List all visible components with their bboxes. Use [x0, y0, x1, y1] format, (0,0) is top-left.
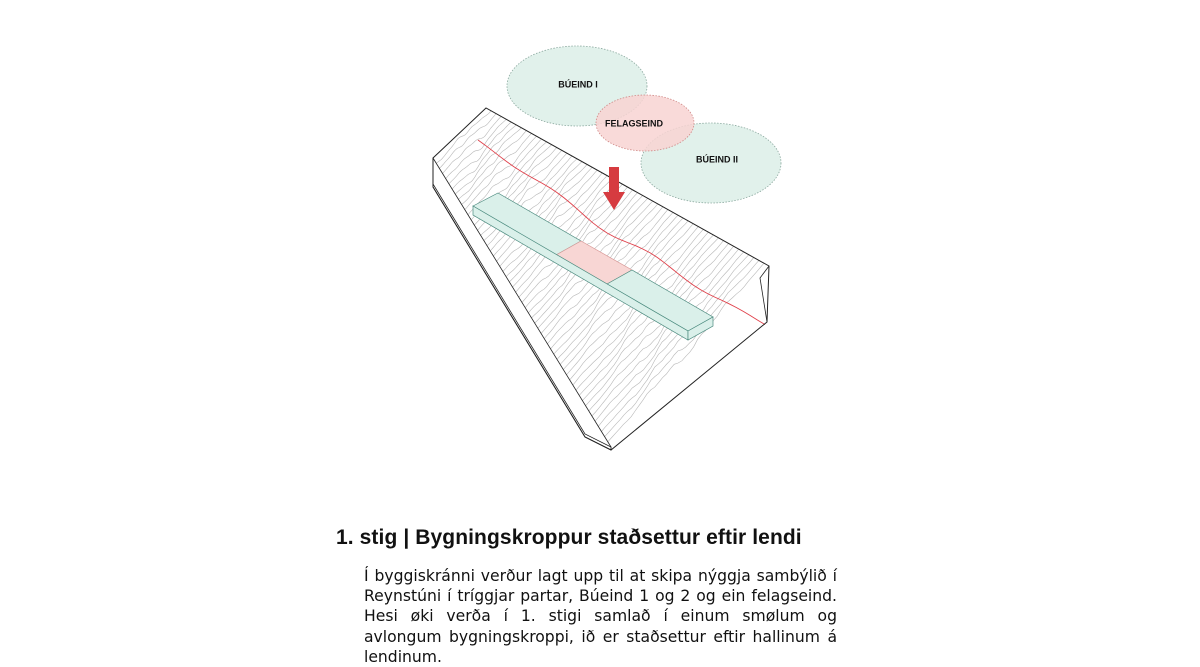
section-body-text: Í byggiskránni verður lagt upp til at skipa nýggja sambýlið í Reynstúni í tríggjar partar, Búeind 1 og 2 og ein felagseind. Hesi øki verða í 1. stigi samlað í einum smølum og avlongum bygningskroppi, ið er staðsettur eftir hallinum á lendinum.	[364, 567, 837, 666]
label-felagseind: FELAGSEIND	[604, 118, 664, 129]
label-bueind-1: BÚEIND I	[558, 79, 598, 90]
label-bueind-2: BÚEIND II	[695, 154, 739, 165]
section-heading: 1. stig | Bygningskroppur staðsettur eftir lendi	[336, 526, 802, 549]
